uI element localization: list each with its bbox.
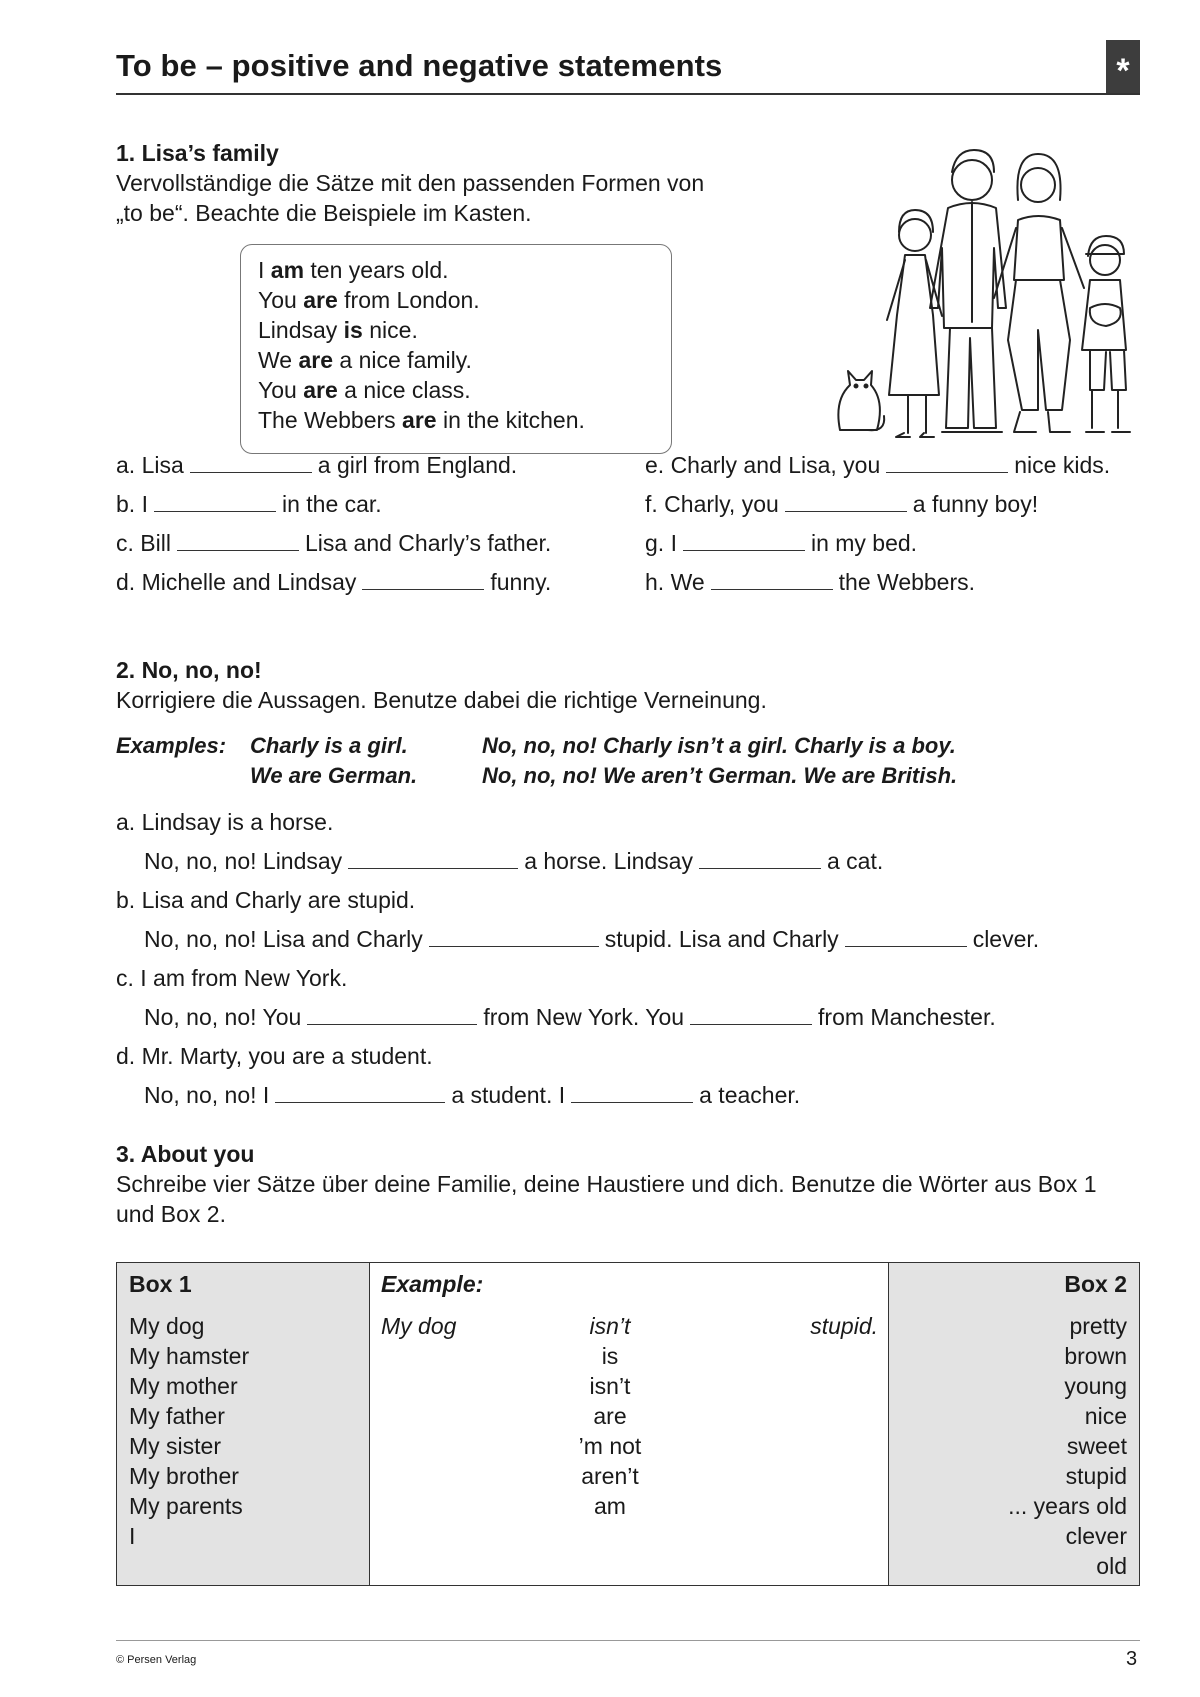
box-1-word: My dog <box>129 1313 205 1339</box>
box-2-word: sweet <box>1066 1433 1127 1459</box>
page-title: To be – positive and negative statements <box>116 48 723 83</box>
answer-blank[interactable] <box>711 571 833 590</box>
answer-blank[interactable] <box>683 532 805 551</box>
verb-option: am <box>594 1493 626 1519</box>
box-1-word: My brother <box>129 1463 239 1489</box>
answer-blank[interactable] <box>362 571 484 590</box>
exercise-3-instruction-cont: und Box 2. <box>116 1201 226 1227</box>
girl-figure <box>887 210 942 437</box>
example-statement: We are German. <box>250 763 418 788</box>
exercise-1-heading: 1. Lisa’s family <box>116 140 279 166</box>
example-box <box>240 244 672 454</box>
exercise-3-heading: 3. About you <box>116 1141 255 1167</box>
example-adjective: stupid. <box>810 1313 878 1339</box>
answer-blank[interactable] <box>886 454 1008 473</box>
answer-blank[interactable] <box>307 1006 477 1025</box>
example-title: Example: <box>381 1271 484 1297</box>
box-2-word: clever <box>1065 1523 1127 1549</box>
mother-figure <box>994 154 1084 432</box>
word-table <box>116 1262 1140 1586</box>
answer-blank[interactable] <box>190 454 312 473</box>
box-1-word: I <box>129 1523 136 1549</box>
exercise-3-instruction: Schreibe vier Sätze über deine Familie, deine Haustiere und dich. Benutze die Wörter aus Box 1 <box>116 1171 1097 1197</box>
exercise-1-item-f: f. Charly, you a funny boy! <box>645 491 1039 517</box>
exercise-2-statement-a: a. Lindsay is a horse. <box>116 809 334 835</box>
box-2-word: pretty <box>1069 1313 1127 1339</box>
answer-blank[interactable] <box>154 493 276 512</box>
verb-option: isn’t <box>589 1373 631 1399</box>
box-2-word: nice <box>1084 1403 1127 1429</box>
answer-blank[interactable] <box>177 532 299 551</box>
exercise-2-statement-d: d. Mr. Marty, you are a student. <box>116 1043 433 1069</box>
answer-blank[interactable] <box>785 493 907 512</box>
answer-blank[interactable] <box>690 1006 812 1025</box>
verb-column <box>370 1263 889 1586</box>
cat-figure <box>838 371 884 430</box>
exercise-2-heading: 2. No, no, no! <box>116 657 262 683</box>
exercise-2-answer-b: No, no, no! Lisa and Charly stupid. Lisa and Charly clever. <box>144 926 1040 952</box>
father-figure <box>930 150 1006 432</box>
family-illustration <box>820 140 1145 440</box>
exercise-1-item-b: b. I in the car. <box>116 491 382 517</box>
answer-blank[interactable] <box>429 928 599 947</box>
box-1-title: Box 1 <box>129 1271 192 1297</box>
exercise-2-answer-a: No, no, no! Lindsay a horse. Lindsay a cat. <box>144 848 884 874</box>
box-2-word: old <box>1096 1553 1127 1579</box>
box-1-word: My parents <box>129 1493 243 1519</box>
exercise-1-item-d: d. Michelle and Lindsay funny. <box>116 569 552 595</box>
page-number: 3 <box>1126 1648 1138 1670</box>
exercise-1-item-g: g. I in my bed. <box>645 530 918 556</box>
box-1-word: My mother <box>129 1373 238 1399</box>
box-1-word: My father <box>129 1403 225 1429</box>
exercise-1-item-h: h. We the Webbers. <box>645 569 976 595</box>
answer-blank[interactable] <box>699 850 821 869</box>
box-2-word: young <box>1064 1373 1127 1399</box>
examples-label: Examples: <box>116 733 227 758</box>
example-line: I am ten years old. <box>258 257 449 283</box>
box-2-title: Box 2 <box>1064 1271 1127 1297</box>
box-2 <box>889 1263 1140 1586</box>
example-line: Lindsay is nice. <box>258 317 418 343</box>
box-2-word: brown <box>1064 1343 1127 1369</box>
answer-blank[interactable] <box>571 1084 693 1103</box>
box-1 <box>117 1263 370 1586</box>
example-line: You are a nice class. <box>258 377 471 403</box>
verb-option: aren’t <box>581 1463 639 1489</box>
example-verb: isn’t <box>589 1313 631 1339</box>
answer-blank[interactable] <box>845 928 967 947</box>
example-line: We are a nice family. <box>258 347 472 373</box>
exercise-1-instruction: Vervollständige die Sätze mit den passenden Formen von <box>116 170 705 196</box>
example-line: The Webbers are in the kitchen. <box>258 407 585 433</box>
exercise-1-instruction-cont: „to be“. Beachte die Beispiele im Kasten. <box>116 200 532 226</box>
exercise-1-item-a: a. Lisa a girl from England. <box>116 452 518 478</box>
exercise-2-answer-d: No, no, no! I a student. I a teacher. <box>144 1082 801 1108</box>
exercise-2-statement-c: c. I am from New York. <box>116 965 348 991</box>
difficulty-star-badge: * <box>1106 40 1140 94</box>
exercise-2-statement-b: b. Lisa and Charly are stupid. <box>116 887 416 913</box>
box-2-word: stupid <box>1065 1463 1127 1489</box>
box-1-word: My hamster <box>129 1343 250 1369</box>
example-correction: No, no, no! We aren’t German. We are British. <box>482 763 958 788</box>
boy-figure <box>1082 236 1130 432</box>
title-underline <box>116 93 1140 95</box>
example-correction: No, no, no! Charly isn’t a girl. Charly is a boy. <box>482 733 956 758</box>
verb-option: ’m not <box>578 1433 642 1459</box>
exercise-2-answer-c: No, no, no! You from New York. You from Manchester. <box>144 1004 996 1030</box>
publisher-credit: © Persen Verlag <box>116 1654 197 1666</box>
footer-rule <box>116 1640 1140 1641</box>
answer-blank[interactable] <box>348 850 518 869</box>
exercise-1-item-c: c. Bill Lisa and Charly’s father. <box>116 530 552 556</box>
box-1-word: My sister <box>129 1433 221 1459</box>
exercise-1-item-e: e. Charly and Lisa, you nice kids. <box>645 452 1111 478</box>
example-subject: My dog <box>381 1313 457 1339</box>
verb-option: is <box>601 1343 619 1369</box>
example-statement: Charly is a girl. <box>250 733 408 758</box>
box-2-word: ... years old <box>1008 1493 1127 1519</box>
exercise-2-instruction: Korrigiere die Aussagen. Benutze dabei die richtige Verneinung. <box>116 687 767 713</box>
answer-blank[interactable] <box>275 1084 445 1103</box>
example-line: You are from London. <box>258 287 480 313</box>
verb-option: are <box>593 1403 627 1429</box>
